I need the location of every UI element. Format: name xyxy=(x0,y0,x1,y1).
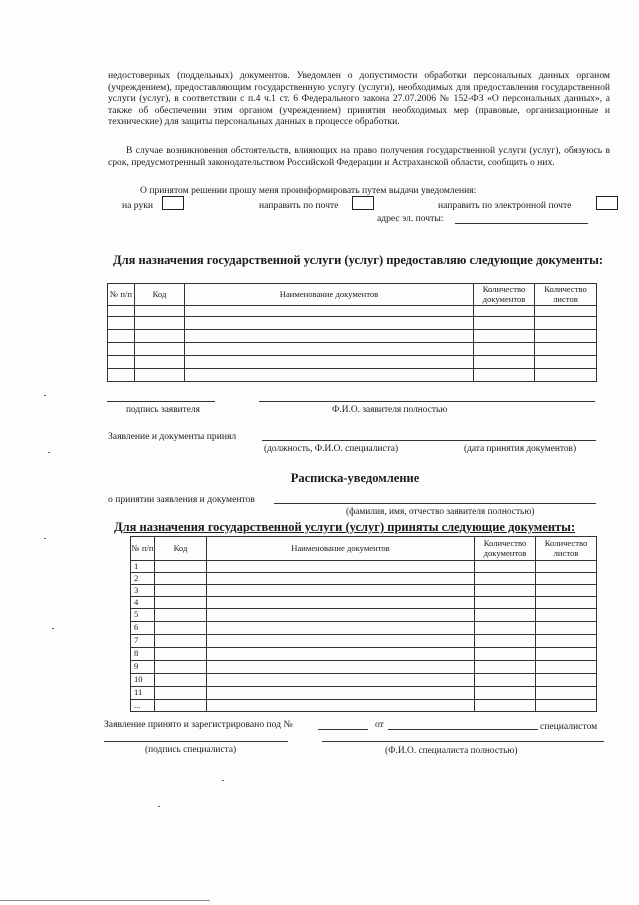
scan-speck xyxy=(44,538,46,539)
specialist-fio-caption: (Ф.И.О. специалиста полностью) xyxy=(385,746,518,756)
option-email-checkbox[interactable] xyxy=(596,196,618,210)
scan-speck xyxy=(48,452,50,453)
table-row xyxy=(108,317,597,330)
header-name: Наименование документов xyxy=(207,537,475,561)
consent-paragraph-2: В случае возникновения обстоятельств, влияющих на право получения государственной услуги (услуг), обязуюсь в срок, предусмотренный законодательством Российской Федерации и Астраханской области, сообщить о них. xyxy=(108,145,610,168)
header-name: Наименование документов xyxy=(185,284,474,306)
documents-table-1 xyxy=(107,283,597,382)
header-num: № п/п xyxy=(108,284,135,306)
table-row xyxy=(108,356,597,369)
table-row xyxy=(108,330,597,343)
table-row: 11 xyxy=(131,687,597,700)
specialist-sign-caption: (подпись специалиста) xyxy=(145,745,237,755)
table-row xyxy=(108,306,597,317)
registration-text: Заявление принято и зарегистрировано под № xyxy=(104,719,293,730)
scan-speck xyxy=(222,780,224,781)
date-caption: (дата принятия документов) xyxy=(464,444,577,454)
table-row: 7 xyxy=(131,635,597,648)
option-hand-label: на руки xyxy=(122,200,154,211)
receipt-fio-line[interactable] xyxy=(274,503,596,504)
table-row: 10 xyxy=(131,674,597,687)
table-row: 6 xyxy=(131,622,597,635)
option-post-label: направить по почте xyxy=(259,200,339,211)
registration-number-line[interactable] xyxy=(318,729,368,730)
email-input-line[interactable] xyxy=(455,223,588,224)
receipt-about-label: о принятии заявления и документов xyxy=(108,494,255,505)
table-row xyxy=(108,343,597,356)
specialist-caption: (должность, Ф.И.О. специалиста) xyxy=(264,444,399,454)
table-row: 2 xyxy=(131,573,597,585)
email-label: адрес эл. почты: xyxy=(377,213,444,224)
specialist-sign-line[interactable] xyxy=(104,741,288,742)
applicant-name-caption: Ф.И.О. заявителя полностью xyxy=(332,405,448,415)
table-row: 8 xyxy=(131,648,597,661)
documents-table-2 xyxy=(130,536,597,712)
bottom-rule xyxy=(0,900,210,901)
table-row xyxy=(108,369,597,382)
header-code: Код xyxy=(135,284,185,306)
header-num: № п/п xyxy=(131,537,155,561)
registration-specialist: специалистом xyxy=(540,721,598,732)
receipt-table-title: Для назначения государственной услуги (услуг) приняты следующие документы: xyxy=(114,520,576,534)
header-qty-docs: Количество документов xyxy=(474,284,535,306)
accepted-label: Заявление и документы принял xyxy=(108,431,237,442)
specialist-fio-line[interactable] xyxy=(322,741,604,742)
applicant-sign-caption: подпись заявителя xyxy=(126,405,200,415)
registration-from: от xyxy=(375,719,384,730)
table-row: 9 xyxy=(131,661,597,674)
header-qty-sheets: Количество листов xyxy=(535,284,597,306)
scan-speck xyxy=(52,628,54,629)
option-post-checkbox[interactable] xyxy=(352,196,374,210)
consent-paragraph-1: недостоверных (поддельных) документов. Уведомлен о допустимости обработки персональных данных органом (учреждением), предоставляющим государственную услугу (услуги), необходимых для предоставления государственной услуги (услуг), в соответствии с п.4 ч.1 ст. 6 Федерального закона 27.07.2006 № 152-ФЗ «О персональных данных», а также об обеспечении этим органом (учреждением) принятия необходимых мер (правовые, организационные и технические) для защиты персональных данных в процессе обработки. xyxy=(108,70,610,128)
scan-speck xyxy=(158,806,160,807)
notify-text: О принятом решении прошу меня проинформировать путем выдачи уведомления: xyxy=(140,185,477,196)
section1-title: Для назначения государственной услуги (услуг) предоставляю следующие документы: xyxy=(112,253,603,267)
option-email-label: направить по электронной почте xyxy=(438,200,572,211)
receipt-fio-caption: (фамилия, имя, отчество заявителя полностью) xyxy=(346,507,535,517)
option-hand-checkbox[interactable] xyxy=(162,196,184,210)
header-qty-docs: Количество документов xyxy=(475,537,536,561)
scan-speck xyxy=(44,395,46,396)
table-row: 4 xyxy=(131,597,597,609)
table-row: 5 xyxy=(131,609,597,622)
receipt-title: Расписка-уведомление xyxy=(290,471,420,485)
applicant-name-line[interactable] xyxy=(259,401,595,402)
accepted-line[interactable] xyxy=(262,440,596,441)
header-code: Код xyxy=(155,537,207,561)
table-row: 1 xyxy=(131,561,597,573)
table-row: 3 xyxy=(131,585,597,597)
registration-date-line[interactable] xyxy=(388,729,538,730)
table-row: ... xyxy=(131,700,597,712)
applicant-sign-line[interactable] xyxy=(107,401,215,402)
header-qty-sheets: Количество листов xyxy=(536,537,597,561)
